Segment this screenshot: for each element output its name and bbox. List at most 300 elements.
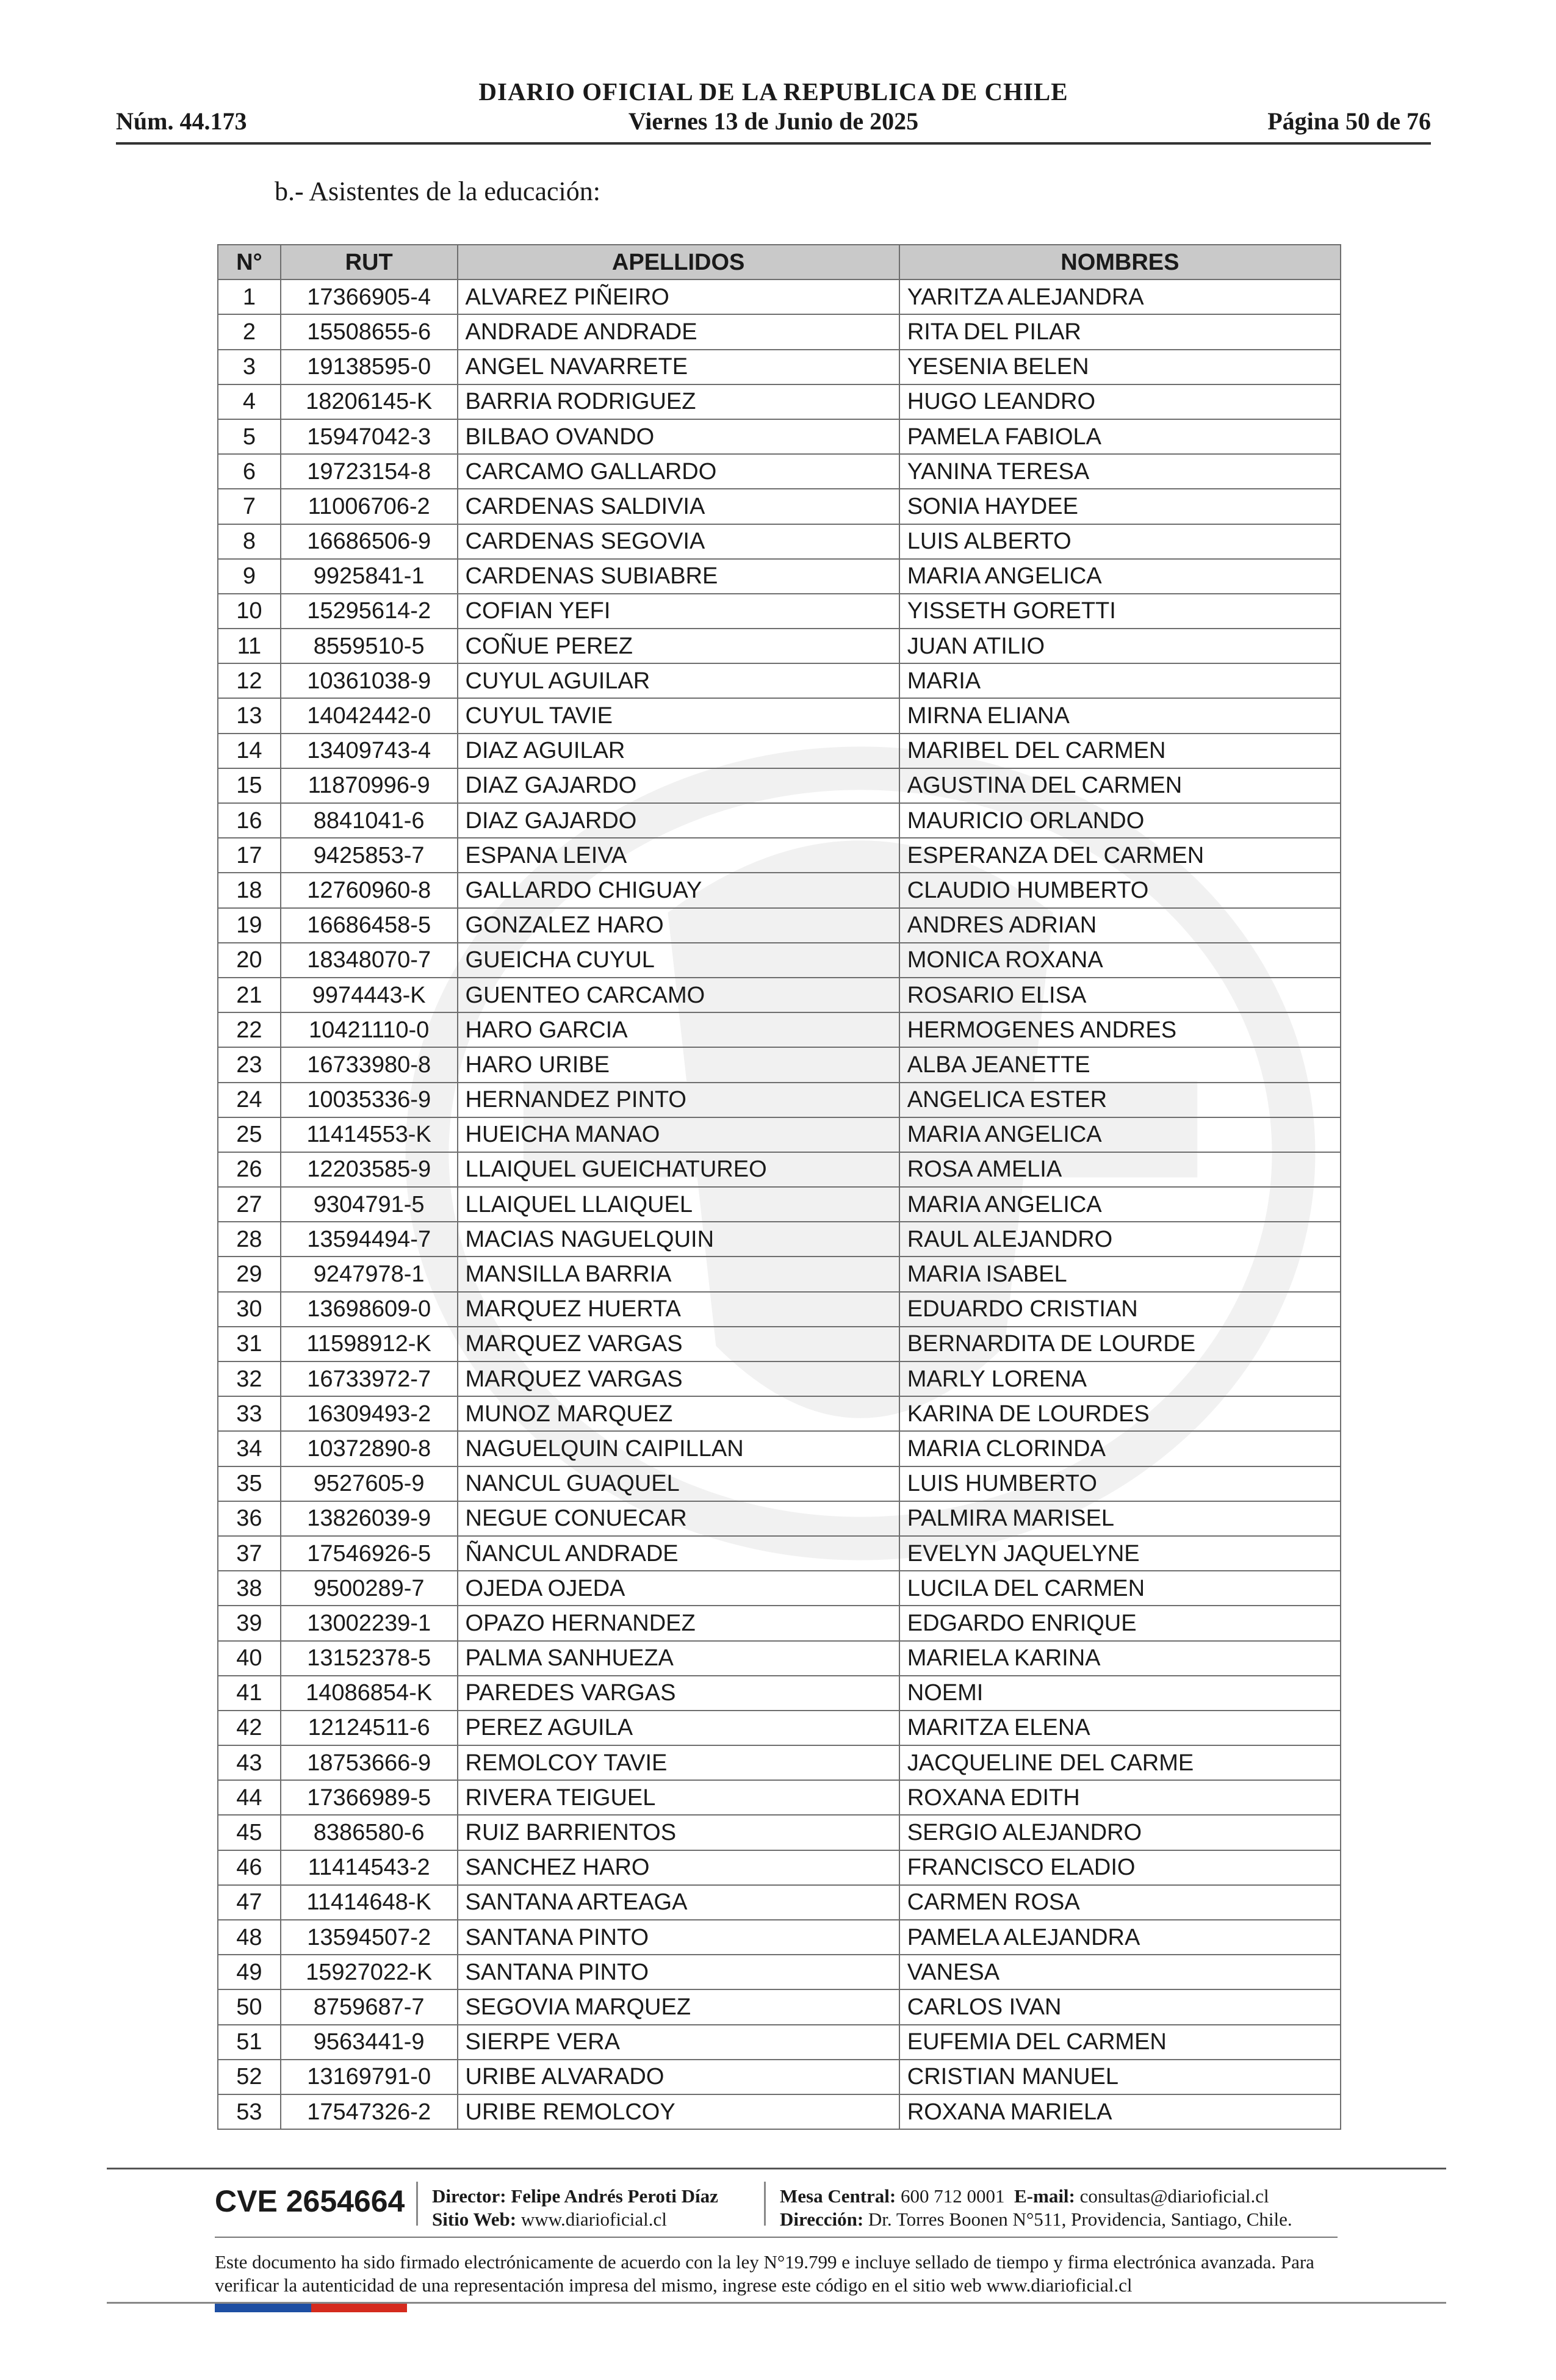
row-apellidos: BARRIA RODRIGUEZ xyxy=(458,384,899,419)
row-rut: 18206145-K xyxy=(281,384,458,419)
row-nombres: RITA DEL PILAR xyxy=(899,314,1341,349)
table-row xyxy=(218,663,1341,698)
row-apellidos: ANDRADE ANDRADE xyxy=(458,314,899,349)
row-rut: 11006706-2 xyxy=(281,489,458,524)
row-rut: 16733972-7 xyxy=(281,1361,458,1396)
legal-notice: Este documento ha sido firmado electrónicamente de acuerdo con la ley N°19.799 e incluye sellado de tiempo y firma electrónica avanzada. Para verificar la autenticidad de una representación impresa del mismo, ingrese este código en el sitio web www.diarioficial.cl xyxy=(215,2251,1314,2296)
row-nombres: ALBA JEANETTE xyxy=(899,1047,1341,1082)
director-block xyxy=(432,2185,718,2231)
row-nombres: MARLY LORENA xyxy=(899,1361,1341,1396)
header-number: N° xyxy=(218,245,281,279)
row-rut: 14042442-0 xyxy=(281,698,458,733)
cve-code: CVE 2654664 xyxy=(215,2184,405,2218)
row-rut: 17546926-5 xyxy=(281,1536,458,1571)
row-nombres: SONIA HAYDEE xyxy=(899,489,1341,524)
row-nombres: NOEMI xyxy=(899,1676,1341,1711)
row-nombres: MARIA ANGELICA xyxy=(899,1117,1341,1152)
row-nombres: YANINA TERESA xyxy=(899,454,1341,489)
row-apellidos: PAREDES VARGAS xyxy=(458,1676,899,1711)
row-apellidos: HUEICHA MANAO xyxy=(458,1117,899,1152)
row-apellidos: CUYUL AGUILAR xyxy=(458,663,899,698)
row-rut: 13698609-0 xyxy=(281,1292,458,1327)
row-nombres: LUIS ALBERTO xyxy=(899,524,1341,559)
row-nombres: HUGO LEANDRO xyxy=(899,384,1341,419)
row-rut: 16686506-9 xyxy=(281,524,458,559)
row-number: 12 xyxy=(218,663,281,698)
mesa-label: Mesa Central: xyxy=(780,2185,896,2207)
website-link[interactable]: www.diarioficial.cl xyxy=(520,2209,667,2230)
row-apellidos: DIAZ AGUILAR xyxy=(458,734,899,768)
mesa-phone: 600 712 0001 xyxy=(901,2185,1005,2207)
table-row xyxy=(218,1466,1341,1501)
row-nombres: EDGARDO ENRIQUE xyxy=(899,1606,1341,1640)
row-apellidos: HARO URIBE xyxy=(458,1047,899,1082)
row-apellidos: MANSILLA BARRIA xyxy=(458,1257,899,1291)
row-rut: 13002239-1 xyxy=(281,1606,458,1640)
table-row xyxy=(218,1850,1341,1885)
row-apellidos: RIVERA TEIGUEL xyxy=(458,1780,899,1815)
row-number: 43 xyxy=(218,1745,281,1780)
row-rut: 17547326-2 xyxy=(281,2094,458,2129)
table-row xyxy=(218,1885,1341,1920)
row-nombres: MAURICIO ORLANDO xyxy=(899,803,1341,838)
row-apellidos: GUENTEO CARCAMO xyxy=(458,978,899,1012)
row-nombres: ROSA AMELIA xyxy=(899,1152,1341,1187)
address-value: Dr. Torres Boonen N°511, Providencia, Santiago, Chile. xyxy=(868,2209,1292,2230)
row-number: 5 xyxy=(218,419,281,454)
row-rut: 11414553-K xyxy=(281,1117,458,1152)
publication-title: DIARIO OFICIAL DE LA REPUBLICA DE CHILE xyxy=(478,78,1068,106)
row-nombres: LUIS HUMBERTO xyxy=(899,1466,1341,1501)
table-row xyxy=(218,1396,1341,1431)
row-number: 29 xyxy=(218,1257,281,1291)
row-number: 36 xyxy=(218,1501,281,1536)
row-apellidos: SANTANA ARTEAGA xyxy=(458,1885,899,1920)
row-number: 47 xyxy=(218,1885,281,1920)
row-apellidos: ANGEL NAVARRETE xyxy=(458,350,899,384)
row-number: 8 xyxy=(218,524,281,559)
row-nombres: MONICA ROXANA xyxy=(899,943,1341,978)
table-row xyxy=(218,489,1341,524)
row-nombres: PALMIRA MARISEL xyxy=(899,1501,1341,1536)
row-nombres: AGUSTINA DEL CARMEN xyxy=(899,768,1341,803)
footer-separator xyxy=(764,2182,766,2226)
page-header xyxy=(116,76,1431,145)
row-number: 38 xyxy=(218,1571,281,1606)
row-rut: 10035336-9 xyxy=(281,1083,458,1117)
row-nombres: EVELYN JAQUELYNE xyxy=(899,1536,1341,1571)
row-rut: 11598912-K xyxy=(281,1327,458,1361)
row-number: 22 xyxy=(218,1012,281,1047)
table-row xyxy=(218,2025,1341,2060)
row-rut: 13409743-4 xyxy=(281,734,458,768)
row-apellidos: SIERPE VERA xyxy=(458,2025,899,2060)
row-apellidos: CARDENAS SEGOVIA xyxy=(458,524,899,559)
table-row xyxy=(218,768,1341,803)
row-rut: 19138595-0 xyxy=(281,350,458,384)
header-rut: RUT xyxy=(281,245,458,279)
row-apellidos: GALLARDO CHIGUAY xyxy=(458,873,899,907)
table-row xyxy=(218,838,1341,873)
table-row xyxy=(218,384,1341,419)
header-center xyxy=(116,76,1431,136)
table-row xyxy=(218,1955,1341,1989)
row-rut: 13826039-9 xyxy=(281,1501,458,1536)
row-nombres: FRANCISCO ELADIO xyxy=(899,1850,1341,1885)
row-rut: 12124511-6 xyxy=(281,1711,458,1745)
row-nombres: KARINA DE LOURDES xyxy=(899,1396,1341,1431)
row-rut: 9500289-7 xyxy=(281,1571,458,1606)
row-nombres: MARIELA KARINA xyxy=(899,1641,1341,1676)
table-row xyxy=(218,873,1341,907)
table-row xyxy=(218,1989,1341,2024)
table-row xyxy=(218,1641,1341,1676)
row-rut: 9527605-9 xyxy=(281,1466,458,1501)
row-apellidos: COFIAN YEFI xyxy=(458,594,899,629)
row-rut: 9563441-9 xyxy=(281,2025,458,2060)
row-apellidos: GONZALEZ HARO xyxy=(458,908,899,943)
page-number: Página 50 de 76 xyxy=(1267,107,1431,135)
table-row xyxy=(218,1152,1341,1187)
table-row xyxy=(218,698,1341,733)
table-row xyxy=(218,454,1341,489)
row-apellidos: NAGUELQUIN CAIPILLAN xyxy=(458,1431,899,1466)
table-row xyxy=(218,1222,1341,1257)
flag-stripe xyxy=(215,2304,407,2312)
table-row xyxy=(218,314,1341,349)
row-number: 46 xyxy=(218,1850,281,1885)
website-label: Sitio Web: xyxy=(432,2209,517,2230)
row-rut: 18753666-9 xyxy=(281,1745,458,1780)
row-apellidos: MARQUEZ VARGAS xyxy=(458,1361,899,1396)
row-number: 23 xyxy=(218,1047,281,1082)
footer-rule xyxy=(215,2237,1338,2238)
table-row xyxy=(218,1083,1341,1117)
row-apellidos: PEREZ AGUILA xyxy=(458,1711,899,1745)
footer-separator xyxy=(416,2182,418,2226)
row-apellidos: ALVAREZ PIÑEIRO xyxy=(458,279,899,314)
row-apellidos: SANTANA PINTO xyxy=(458,1955,899,1989)
row-rut: 15927022-K xyxy=(281,1955,458,1989)
table-row xyxy=(218,1571,1341,1606)
publication-date: Viernes 13 de Junio de 2025 xyxy=(628,107,919,135)
row-nombres: CRISTIAN MANUEL xyxy=(899,2060,1341,2094)
header-apellidos: APELLIDOS xyxy=(458,245,899,279)
table-row xyxy=(218,1117,1341,1152)
director-line xyxy=(432,2185,718,2208)
row-nombres: YESENIA BELEN xyxy=(899,350,1341,384)
email-link[interactable]: consultas@diarioficial.cl xyxy=(1079,2185,1269,2207)
row-apellidos: LLAIQUEL GUEICHATUREO xyxy=(458,1152,899,1187)
row-nombres: ROXANA EDITH xyxy=(899,1780,1341,1815)
row-nombres: MARIBEL DEL CARMEN xyxy=(899,734,1341,768)
row-number: 7 xyxy=(218,489,281,524)
row-nombres: MARITZA ELENA xyxy=(899,1711,1341,1745)
address-label: Dirección: xyxy=(780,2209,864,2230)
row-apellidos: LLAIQUEL LLAIQUEL xyxy=(458,1187,899,1222)
row-number: 52 xyxy=(218,2060,281,2094)
row-number: 41 xyxy=(218,1676,281,1711)
row-number: 11 xyxy=(218,629,281,663)
row-number: 37 xyxy=(218,1536,281,1571)
table-row xyxy=(218,2094,1341,2129)
row-nombres: HERMOGENES ANDRES xyxy=(899,1012,1341,1047)
table-row xyxy=(218,1711,1341,1745)
table-row xyxy=(218,1606,1341,1640)
row-number: 13 xyxy=(218,698,281,733)
row-rut: 17366905-4 xyxy=(281,279,458,314)
table-row xyxy=(218,1780,1341,1815)
row-number: 10 xyxy=(218,594,281,629)
row-number: 30 xyxy=(218,1292,281,1327)
row-number: 49 xyxy=(218,1955,281,1989)
table-row xyxy=(218,629,1341,663)
row-apellidos: DIAZ GAJARDO xyxy=(458,768,899,803)
row-nombres: YARITZA ALEJANDRA xyxy=(899,279,1341,314)
row-apellidos: GUEICHA CUYUL xyxy=(458,943,899,978)
row-rut: 12203585-9 xyxy=(281,1152,458,1187)
row-rut: 9304791-5 xyxy=(281,1187,458,1222)
table-row xyxy=(218,1676,1341,1711)
row-apellidos: HARO GARCIA xyxy=(458,1012,899,1047)
row-apellidos: URIBE REMOLCOY xyxy=(458,2094,899,2129)
row-number: 42 xyxy=(218,1711,281,1745)
table-row xyxy=(218,943,1341,978)
row-rut: 9974443-K xyxy=(281,978,458,1012)
row-number: 50 xyxy=(218,1989,281,2024)
row-rut: 11414543-2 xyxy=(281,1850,458,1885)
row-number: 4 xyxy=(218,384,281,419)
row-number: 48 xyxy=(218,1920,281,1955)
row-number: 26 xyxy=(218,1152,281,1187)
row-apellidos: MACIAS NAGUELQUIN xyxy=(458,1222,899,1257)
staff-table xyxy=(217,244,1341,2130)
row-rut: 9425853-7 xyxy=(281,838,458,873)
row-number: 31 xyxy=(218,1327,281,1361)
row-number: 34 xyxy=(218,1431,281,1466)
row-rut: 13152378-5 xyxy=(281,1641,458,1676)
row-rut: 17366989-5 xyxy=(281,1780,458,1815)
row-apellidos: MUNOZ MARQUEZ xyxy=(458,1396,899,1431)
row-number: 44 xyxy=(218,1780,281,1815)
row-rut: 19723154-8 xyxy=(281,454,458,489)
row-apellidos: CARDENAS SUBIABRE xyxy=(458,559,899,594)
row-apellidos: ESPANA LEIVA xyxy=(458,838,899,873)
row-number: 35 xyxy=(218,1466,281,1501)
table-body xyxy=(218,279,1341,2129)
row-number: 53 xyxy=(218,2094,281,2129)
row-number: 14 xyxy=(218,734,281,768)
row-apellidos: MARQUEZ HUERTA xyxy=(458,1292,899,1327)
row-number: 17 xyxy=(218,838,281,873)
table-row xyxy=(218,350,1341,384)
row-nombres: RAUL ALEJANDRO xyxy=(899,1222,1341,1257)
row-rut: 15508655-6 xyxy=(281,314,458,349)
row-number: 16 xyxy=(218,803,281,838)
table-row xyxy=(218,734,1341,768)
footer-rule xyxy=(107,2168,1446,2169)
row-nombres: ESPERANZA DEL CARMEN xyxy=(899,838,1341,873)
flag-red-segment xyxy=(311,2304,407,2312)
row-nombres: CARLOS IVAN xyxy=(899,1989,1341,2024)
row-rut: 8759687-7 xyxy=(281,1989,458,2024)
contact-block xyxy=(780,2185,1292,2231)
row-number: 18 xyxy=(218,873,281,907)
row-number: 28 xyxy=(218,1222,281,1257)
section-title: b.- Asistentes de la educación: xyxy=(275,176,600,206)
table-row xyxy=(218,1815,1341,1850)
director-label: Director: xyxy=(432,2185,506,2207)
row-nombres: PAMELA ALEJANDRA xyxy=(899,1920,1341,1955)
row-nombres: BERNARDITA DE LOURDE xyxy=(899,1327,1341,1361)
address-line xyxy=(780,2208,1292,2231)
issue-number: Núm. 44.173 xyxy=(116,107,247,135)
row-apellidos: OPAZO HERNANDEZ xyxy=(458,1606,899,1640)
row-nombres: YISSETH GORETTI xyxy=(899,594,1341,629)
row-number: 25 xyxy=(218,1117,281,1152)
row-apellidos: HERNANDEZ PINTO xyxy=(458,1083,899,1117)
row-number: 1 xyxy=(218,279,281,314)
row-nombres: CARMEN ROSA xyxy=(899,1885,1341,1920)
row-nombres: JACQUELINE DEL CARME xyxy=(899,1745,1341,1780)
row-nombres: LUCILA DEL CARMEN xyxy=(899,1571,1341,1606)
row-number: 15 xyxy=(218,768,281,803)
row-rut: 10421110-0 xyxy=(281,1012,458,1047)
table-row xyxy=(218,2060,1341,2094)
row-apellidos: COÑUE PEREZ xyxy=(458,629,899,663)
flag-blue-segment xyxy=(215,2304,311,2312)
row-rut: 14086854-K xyxy=(281,1676,458,1711)
table-row xyxy=(218,1187,1341,1222)
row-apellidos: SANTANA PINTO xyxy=(458,1920,899,1955)
table-row xyxy=(218,1536,1341,1571)
row-apellidos: SEGOVIA MARQUEZ xyxy=(458,1989,899,2024)
row-nombres: MARIA xyxy=(899,663,1341,698)
row-rut: 11414648-K xyxy=(281,1885,458,1920)
table-row xyxy=(218,524,1341,559)
row-rut: 11870996-9 xyxy=(281,768,458,803)
row-number: 51 xyxy=(218,2025,281,2060)
table-row xyxy=(218,1361,1341,1396)
row-rut: 12760960-8 xyxy=(281,873,458,907)
row-nombres: ROXANA MARIELA xyxy=(899,2094,1341,2129)
row-rut: 13594507-2 xyxy=(281,1920,458,1955)
email-label: E-mail: xyxy=(1014,2185,1075,2207)
row-rut: 9925841-1 xyxy=(281,559,458,594)
table-row xyxy=(218,803,1341,838)
row-apellidos: RUIZ BARRIENTOS xyxy=(458,1815,899,1850)
row-rut: 18348070-7 xyxy=(281,943,458,978)
row-rut: 9247978-1 xyxy=(281,1257,458,1291)
row-nombres: MARIA ANGELICA xyxy=(899,1187,1341,1222)
row-number: 24 xyxy=(218,1083,281,1117)
row-number: 3 xyxy=(218,350,281,384)
table-row xyxy=(218,559,1341,594)
table-row xyxy=(218,978,1341,1012)
row-rut: 16686458-5 xyxy=(281,908,458,943)
row-nombres: SERGIO ALEJANDRO xyxy=(899,1815,1341,1850)
row-rut: 15947042-3 xyxy=(281,419,458,454)
row-rut: 10361038-9 xyxy=(281,663,458,698)
row-apellidos: CUYUL TAVIE xyxy=(458,698,899,733)
row-apellidos: REMOLCOY TAVIE xyxy=(458,1745,899,1780)
row-apellidos: URIBE ALVARADO xyxy=(458,2060,899,2094)
row-rut: 8386580-6 xyxy=(281,1815,458,1850)
row-number: 21 xyxy=(218,978,281,1012)
row-apellidos: NANCUL GUAQUEL xyxy=(458,1466,899,1501)
row-rut: 13594494-7 xyxy=(281,1222,458,1257)
row-apellidos: BILBAO OVANDO xyxy=(458,419,899,454)
row-number: 33 xyxy=(218,1396,281,1431)
row-apellidos: DIAZ GAJARDO xyxy=(458,803,899,838)
row-nombres: PAMELA FABIOLA xyxy=(899,419,1341,454)
row-number: 19 xyxy=(218,908,281,943)
row-rut: 15295614-2 xyxy=(281,594,458,629)
row-number: 2 xyxy=(218,314,281,349)
row-number: 9 xyxy=(218,559,281,594)
table-row xyxy=(218,1745,1341,1780)
row-apellidos: OJEDA OJEDA xyxy=(458,1571,899,1606)
row-rut: 8559510-5 xyxy=(281,629,458,663)
director-name: Felipe Andrés Peroti Díaz xyxy=(511,2185,718,2207)
contact-line xyxy=(780,2185,1292,2208)
row-rut: 16733980-8 xyxy=(281,1047,458,1082)
row-number: 27 xyxy=(218,1187,281,1222)
row-nombres: MARIA ANGELICA xyxy=(899,559,1341,594)
table-row xyxy=(218,419,1341,454)
row-apellidos: MARQUEZ VARGAS xyxy=(458,1327,899,1361)
row-apellidos: PALMA SANHUEZA xyxy=(458,1641,899,1676)
row-nombres: EDUARDO CRISTIAN xyxy=(899,1292,1341,1327)
row-number: 20 xyxy=(218,943,281,978)
row-apellidos: CARCAMO GALLARDO xyxy=(458,454,899,489)
table-row xyxy=(218,1501,1341,1536)
row-rut: 8841041-6 xyxy=(281,803,458,838)
table-row xyxy=(218,1292,1341,1327)
row-apellidos: SANCHEZ HARO xyxy=(458,1850,899,1885)
header-nombres: NOMBRES xyxy=(899,245,1341,279)
row-nombres: ANGELICA ESTER xyxy=(899,1083,1341,1117)
row-number: 45 xyxy=(218,1815,281,1850)
row-apellidos: NEGUE CONUECAR xyxy=(458,1501,899,1536)
row-nombres: CLAUDIO HUMBERTO xyxy=(899,873,1341,907)
table-row xyxy=(218,1327,1341,1361)
row-nombres: ROSARIO ELISA xyxy=(899,978,1341,1012)
table-row xyxy=(218,908,1341,943)
row-number: 39 xyxy=(218,1606,281,1640)
row-rut: 13169791-0 xyxy=(281,2060,458,2094)
row-nombres: JUAN ATILIO xyxy=(899,629,1341,663)
table-row xyxy=(218,1012,1341,1047)
table-row xyxy=(218,1431,1341,1466)
row-nombres: MARIA CLORINDA xyxy=(899,1431,1341,1466)
row-apellidos: CARDENAS SALDIVIA xyxy=(458,489,899,524)
table-row xyxy=(218,279,1341,314)
website-line xyxy=(432,2208,718,2231)
table-header-row xyxy=(218,245,1341,279)
row-nombres: VANESA xyxy=(899,1955,1341,1989)
row-number: 40 xyxy=(218,1641,281,1676)
table-row xyxy=(218,594,1341,629)
table-row xyxy=(218,1920,1341,1955)
row-nombres: ANDRES ADRIAN xyxy=(899,908,1341,943)
row-number: 6 xyxy=(218,454,281,489)
table-row xyxy=(218,1257,1341,1291)
table-row xyxy=(218,1047,1341,1082)
row-nombres: MIRNA ELIANA xyxy=(899,698,1341,733)
row-number: 32 xyxy=(218,1361,281,1396)
row-apellidos: ÑANCUL ANDRADE xyxy=(458,1536,899,1571)
